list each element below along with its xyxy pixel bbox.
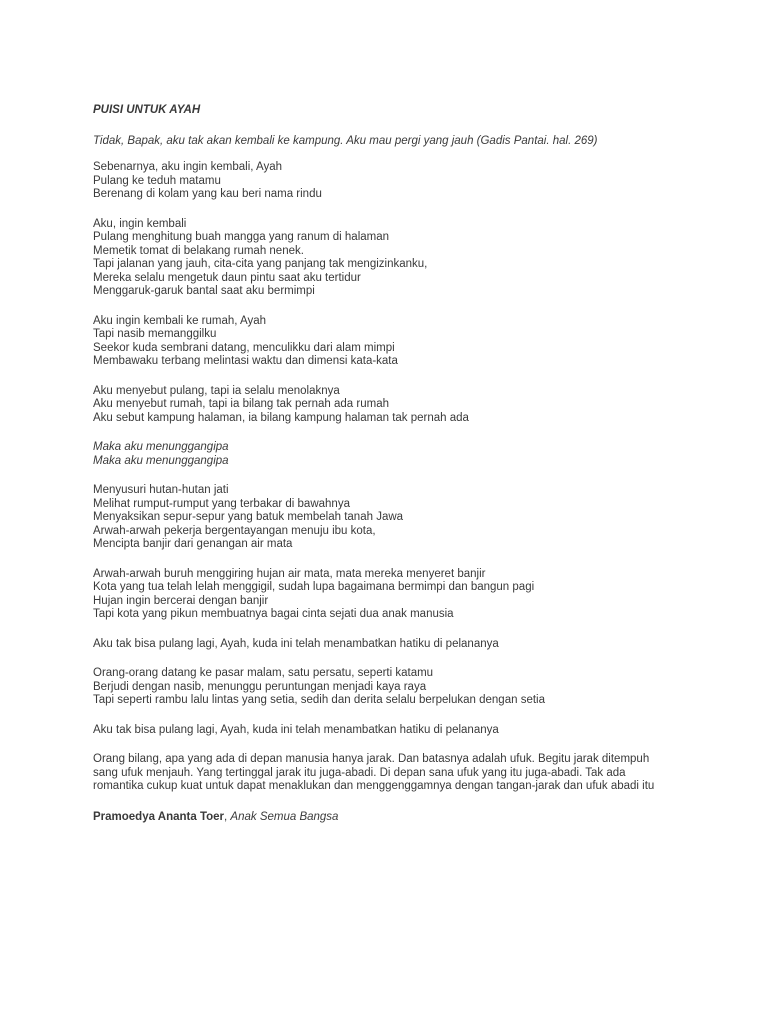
poem-line: Memetik tomat di belakang rumah nenek. [93,244,304,257]
poem-line: Pulang menghitung buah mangga yang ranum di halaman [93,231,390,243]
document-page [93,103,733,824]
poem-line: Mereka selalu mengetuk daun pintu saat aku tertidur [93,271,361,284]
poem-epigraph: Tidak, Bapak, aku tak akan kembali ke kampung. Aku mau pergi yang jauh (Gadis Pantai. hal. 269) [93,135,598,147]
prose-line: Orang bilang, apa yang ada di depan manusia hanya jarak. Dan batasnya adalah ufuk. Begitu jarak ditempuh [93,753,650,765]
poem-line: Hujan ingin bercerai dengan banjir [93,594,269,607]
poem-line: Aku ingin kembali ke rumah, Ayah [93,314,267,327]
poem-line: Menggaruk-garuk bantal saat aku bermimpi [93,285,315,297]
poem-line: Membawaku terbang melintasi waktu dan dimensi kata-kata [93,355,398,367]
credit-book: Anak Semua Bangsa [230,810,339,823]
poem-line: Aku menyebut pulang, tapi ia selalu menolaknya [93,384,340,397]
poem-line: Melihat rumput-rumput yang terbakar di bawahnya [93,497,350,510]
poem-title: PUISI UNTUK AYAH [93,104,201,116]
poem-line: Maka aku menunggangipa [93,441,229,453]
poem-line: Arwah-arwah buruh menggiring hujan air mata, mata mereka menyeret banjir [93,567,486,580]
poem-stanza [93,484,733,552]
closing-prose [93,753,673,794]
poem-line: Aku tak bisa pulang lagi, Ayah, kuda ini telah menambatkan hatiku di pelananya [93,723,499,736]
poem-stanza [93,638,733,652]
poem-line: Kota yang tua telah lelah menggigil, sudah lupa bagaimana bermimpi dan bangun pagi [93,581,535,593]
poem-line: Menyaksikan sepur-sepur yang batuk membelah tanah Jawa [93,511,404,523]
poem-line: Sebenarnya, aku ingin kembali, Ayah [93,161,283,173]
prose-line: sang ufuk menjauh. Yang tertinggal jarak itu juga-abadi. Di depan sana ufuk yang itu juga-abadi. Tak ada [93,766,626,779]
poem-stanza [93,161,733,202]
poem-line: Seekor kuda sembrani datang, menculikku dari alam mimpi [93,341,395,354]
poem-line: Menyusuri hutan-hutan jati [93,484,229,496]
poem-stanza [93,315,733,369]
poem-line: Pulang ke teduh matamu [93,174,221,187]
poem-stanza [93,667,733,708]
poem-stanza [93,568,733,622]
poem-body [93,161,733,737]
poem-line: Aku, ingin kembali [93,217,187,230]
poem-stanza [93,724,733,738]
poem-stanza [93,441,733,468]
prose-line: romantika cukup kuat untuk dapat menaklukan dan menggenggamnya dengan tangan-jarak dan ufuk abadi itu [93,780,655,792]
poem-line: Arwah-arwah pekerja bergentayangan menuju ibu kota, [93,524,376,537]
poem-credit [93,810,733,824]
poem-stanza [93,218,733,299]
poem-line: Maka aku menunggangipa [93,454,229,467]
poem-line: Tapi seperti rambu lalu lintas yang setia, sedih dan derita selalu berpelukan dengan setia [93,694,545,706]
poem-line: Berenang di kolam yang kau beri nama rindu [93,188,322,200]
poem-line: Aku tak bisa pulang lagi, Ayah, kuda ini telah menambatkan hatiku di pelananya [93,637,499,650]
poem-line: Tapi kota yang pikun membuatnya bagai cinta sejati dua anak manusia [93,608,454,620]
poem-line: Aku sebut kampung halaman, ia bilang kampung halaman tak pernah ada [93,411,469,424]
poem-line: Tapi nasib memanggilku [93,328,217,340]
poem-line: Aku menyebut rumah, tapi ia bilang tak pernah ada rumah [93,398,389,410]
poem-stanza [93,385,733,426]
credit-author: Pramoedya Ananta Toer [93,810,225,823]
poem-line: Mencipta banjir dari genangan air mata [93,538,293,550]
poem-line: Berjudi dengan nasib, menunggu peruntungan menjadi kaya raya [93,680,427,693]
credit-separator: , [224,810,231,823]
poem-line: Orang-orang datang ke pasar malam, satu persatu, seperti katamu [93,667,434,679]
poem-line: Tapi jalanan yang jauh, cita-cita yang panjang tak mengizinkanku, [93,258,428,270]
